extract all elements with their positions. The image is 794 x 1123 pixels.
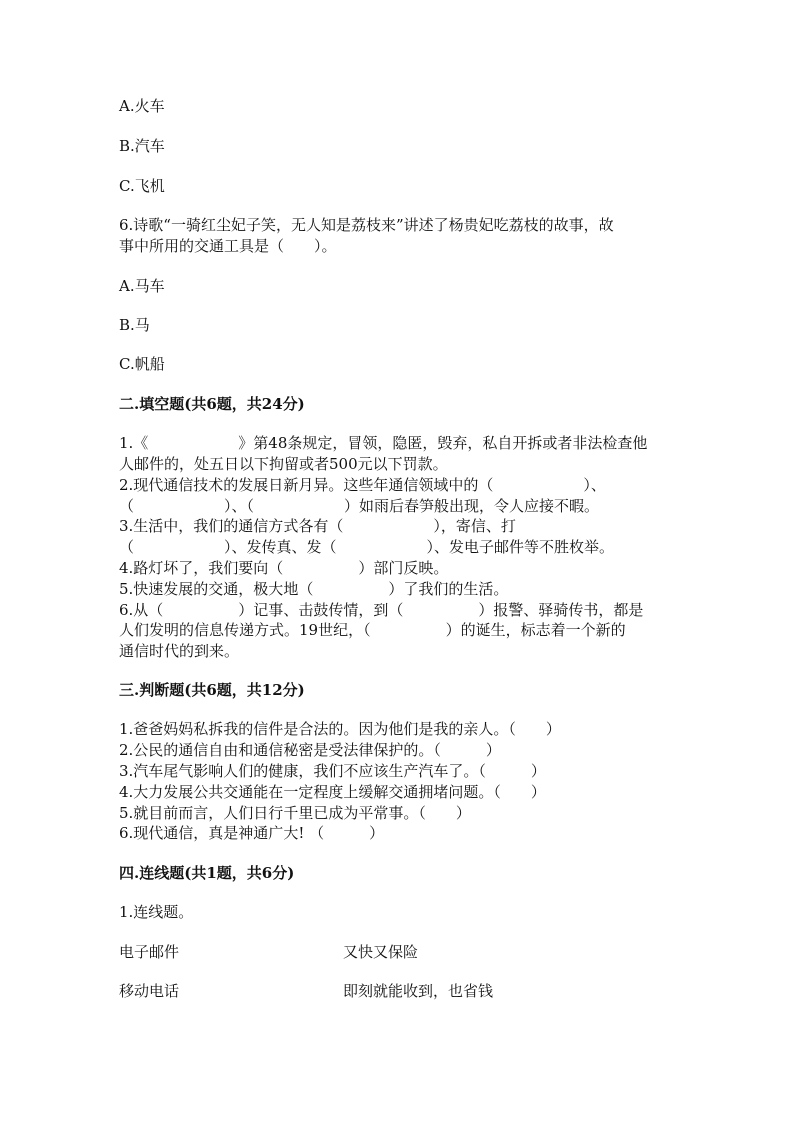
judge-item: 4.大力发展公共交通能在一定程度上缓解交通拥堵问题。（ ） — [119, 783, 546, 801]
fill-blank-line: 人邮件的，处五日以下拘留或者500元以下罚款。 — [119, 455, 448, 473]
matching-question: 1.连线题。 — [119, 903, 194, 921]
fill-blank-line: 5.快速发展的交通，极大地（ ）了我们的生活。 — [119, 580, 509, 598]
section-heading-matching: 四.连线题(共1题，共6分) — [119, 864, 295, 882]
q6-option-b: B.马 — [119, 316, 150, 334]
fill-blank-line: 4.路灯坏了，我们要向（ ）部门反映。 — [119, 559, 449, 577]
q6-option-a: A.马车 — [119, 277, 165, 295]
q5-option-c: C.飞机 — [119, 177, 165, 195]
matching-left-item: 电子邮件 — [119, 943, 180, 961]
q5-option-a: A.火车 — [119, 97, 165, 115]
fill-blank-line: （ ）、发传真、发（ ）、发电子邮件等不胜枚举。 — [119, 538, 615, 556]
fill-blank-line: 1.《 》第48条规定，冒领，隐匿，毁弃，私自开拆或者非法检查他 — [119, 434, 648, 452]
fill-blank-line: （ ）、（ ）如雨后春笋般出现，令人应接不暇。 — [119, 497, 600, 515]
judge-item: 2.公民的通信自由和通信秘密是受法律保护的。（ ） — [119, 741, 501, 759]
judge-item: 6.现代通信，真是神通广大! （ ） — [119, 824, 385, 842]
judge-item: 5.就目前而言，人们日行千里已成为平常事。（ ） — [119, 804, 471, 822]
fill-blank-line: 2.现代通信技术的发展日新月异。这些年通信领域中的（ ）、 — [119, 476, 606, 494]
section-heading-fill-blank: 二.填空题(共6题，共24分) — [119, 395, 305, 413]
judge-item: 3.汽车尾气影响人们的健康，我们不应该生产汽车了。（ ） — [119, 762, 546, 780]
fill-blank-line: 人们发明的信息传递方式。19世纪，（ ）的诞生，标志着一个新的 — [119, 621, 626, 639]
section-heading-judge: 三.判断题(共6题，共12分) — [119, 681, 305, 699]
matching-right-item: 即刻就能收到，也省钱 — [343, 982, 494, 1000]
q6-stem-line1: 6.诗歌“一骑红尘妃子笑，无人知是荔枝来”讲述了杨贵妃吃荔枝的故事，故 — [119, 216, 614, 234]
fill-blank-line: 3.生活中，我们的通信方式各有（ ），寄信、打 — [119, 517, 516, 535]
q5-option-b: B.汽车 — [119, 137, 165, 155]
matching-right-item: 又快又保险 — [343, 943, 419, 961]
judge-item: 1.爸爸妈妈私拆我的信件是合法的。因为他们是我的亲人。（ ） — [119, 720, 561, 738]
fill-blank-line: 6.从（ ）记事、击鼓传情，到（ ）报警、驿骑传书，都是 — [119, 601, 644, 619]
fill-blank-line: 通信时代的到来。 — [119, 642, 240, 660]
matching-left-item: 移动电话 — [119, 982, 180, 1000]
q6-stem-line2: 事中所用的交通工具是（ ）。 — [119, 237, 337, 255]
q6-option-c: C.帆船 — [119, 355, 165, 373]
